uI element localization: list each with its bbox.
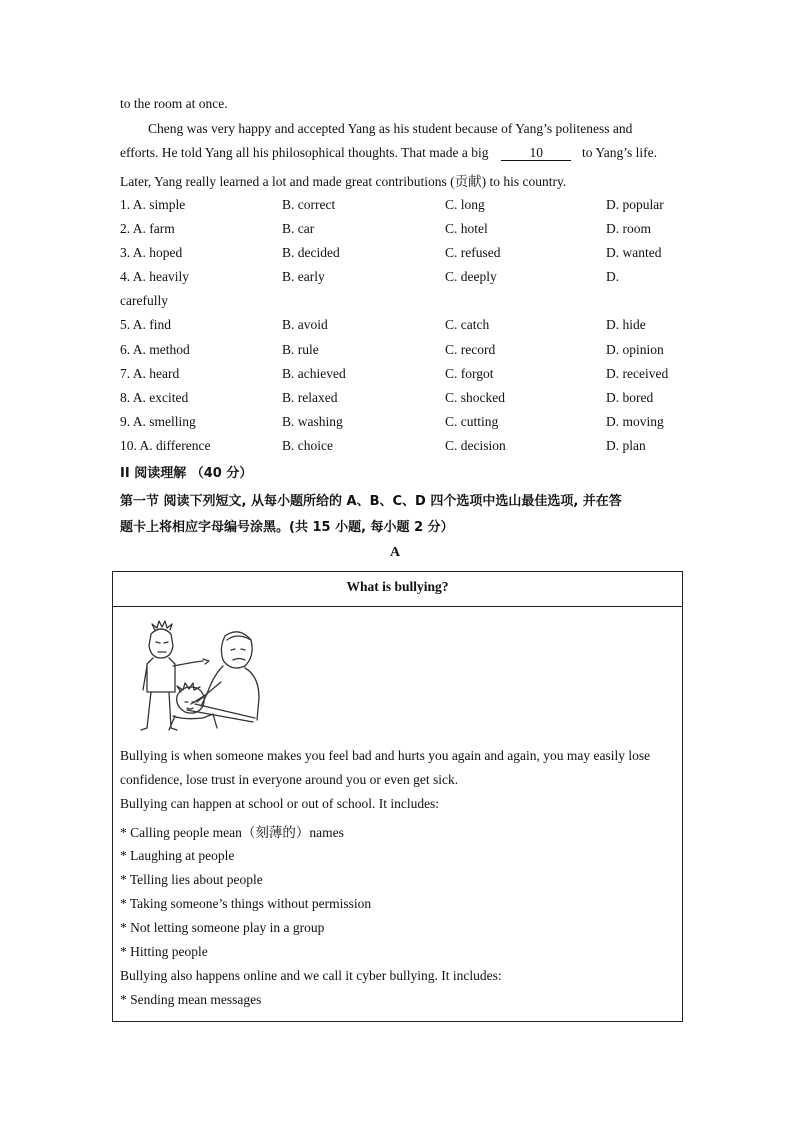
box-list-item: * Not letting someone play in a group [120,920,325,935]
option-c: C. shocked [445,390,505,405]
option-d: D. popular [606,197,664,212]
instruction-line-2: 题卡上将相应字母编号涂黑。(共 15 小题, 每小题 2 分） [120,520,454,535]
box-list-item: * Sending mean messages [120,992,262,1007]
option-row-10 [120,438,680,458]
box-line-1: Bullying is when someone makes you feel bad and hurts you again and again, you may easily lose [120,748,651,763]
option-b: B. washing [282,414,343,429]
box-list-item: * Taking someone’s things without permission [120,896,372,911]
option-b: B. achieved [282,366,346,381]
option-c: C. record [445,342,496,357]
option-a: 10. A. difference [120,438,211,453]
option-c: C. decision [445,438,506,453]
option-b: B. relaxed [282,390,338,405]
blank-10: 10 [501,146,571,161]
passage-label: A [390,545,401,560]
option-a: 5. A. find [120,317,172,332]
box-title: What is bullying? [113,572,682,607]
option-row-4 [120,269,680,289]
option-d: D. room [606,221,651,236]
option-4-wrap: carefully [120,293,168,308]
option-row-7 [120,366,680,386]
paragraph-line-2-before: efforts. He told Yang all his philosophical thoughts. That made a big [120,145,489,160]
intro-end-text: to the room at once. [120,96,228,111]
paragraph-line-2-after: to Yang’s life. [581,145,657,160]
option-d: D. [606,269,620,284]
option-row-6 [120,342,680,362]
option-c: C. cutting [445,414,499,429]
option-row-5 [120,317,680,337]
option-row-8 [120,390,680,410]
option-b: B. choice [282,438,333,453]
option-b: B. avoid [282,317,328,332]
option-b: B. decided [282,245,340,260]
option-a: 8. A. excited [120,390,189,405]
box-list-item: * Telling lies about people [120,872,263,887]
paragraph-line-3: Later, Yang really learned a lot and made great contributions (贡献) to his country. [120,174,567,189]
option-row-3 [120,245,680,265]
box-list-item: * Hitting people [120,944,208,959]
option-c: C. refused [445,245,501,260]
option-b: B. rule [282,342,319,357]
option-d: D. moving [606,414,664,429]
box-line-2: confidence, lose trust in everyone around you or even get sick. [120,772,459,787]
option-c: C. forgot [445,366,494,381]
option-a: 3. A. hoped [120,245,183,260]
option-c: C. long [445,197,485,212]
paragraph-line-1: Cheng was very happy and accepted Yang as his student because of Yang’s politeness and [148,121,633,136]
option-a: 1. A. simple [120,197,186,212]
box-list-item: * Calling people mean（刻薄的）names [120,825,344,840]
option-c: C. deeply [445,269,497,284]
bullying-illustration [125,616,265,734]
option-c: C. catch [445,317,490,332]
box-line-3: Bullying can happen at school or out of school. It includes: [120,796,440,811]
option-row-9 [120,414,680,434]
box-line-cyber: Bullying also happens online and we call it cyber bullying. It includes: [120,968,502,983]
instruction-line-1: 第一节 阅读下列短文, 从每小题所给的 A、B、C、D 四个选项中选山最佳选项, 并在答 [120,494,622,509]
option-a: 2. A. farm [120,221,175,236]
option-row-1 [120,197,680,217]
option-row-2 [120,221,680,241]
option-d: D. plan [606,438,646,453]
option-a: 7. A. heard [120,366,180,381]
bullying-box [112,571,683,1022]
option-b: B. early [282,269,325,284]
section-title: II 阅读理解 （40 分） [120,466,253,481]
option-a: 4. A. heavily [120,269,189,284]
option-d: D. bored [606,390,654,405]
option-d: D. received [606,366,669,381]
option-d: D. opinion [606,342,664,357]
option-b: B. car [282,221,315,236]
option-c: C. hotel [445,221,488,236]
option-d: D. wanted [606,245,662,260]
option-d: D. hide [606,317,646,332]
option-a: 6. A. method [120,342,190,357]
option-a: 9. A. smelling [120,414,196,429]
box-list-item: * Laughing at people [120,848,235,863]
paragraph-line-2 [120,145,657,161]
option-b: B. correct [282,197,336,212]
